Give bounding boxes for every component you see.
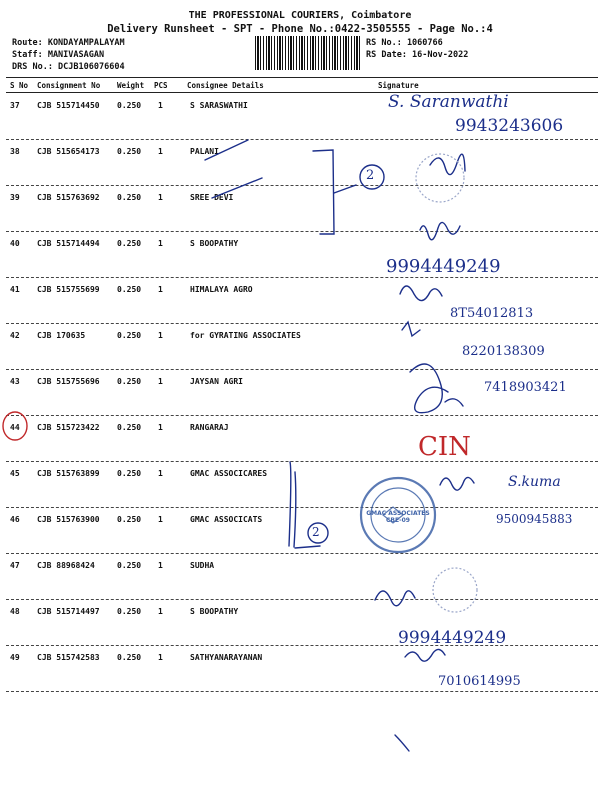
- row-sno: 48: [10, 607, 20, 616]
- row-consignment: CJB 515755699: [37, 285, 100, 294]
- pen-stroke: [395, 735, 409, 751]
- row-sno: 42: [10, 331, 20, 340]
- row-weight: 0.250: [117, 561, 142, 570]
- row-pcs: 1: [158, 607, 163, 616]
- red-circle-mark: [3, 412, 27, 440]
- row-consignee: HIMALAYA AGRO: [190, 285, 253, 294]
- row-consignee: RANGARAJ: [190, 423, 229, 432]
- row-consignee: JAYSAN AGRI: [190, 377, 243, 386]
- row-consignee: PALANI: [190, 147, 219, 156]
- row-weight: 0.250: [117, 285, 142, 294]
- row-weight: 0.250: [117, 331, 142, 340]
- row-weight: 0.250: [117, 377, 142, 386]
- row-sno: 49: [10, 653, 20, 662]
- handwritten-mark: 2: [366, 168, 375, 183]
- signature-scribble: [375, 591, 415, 606]
- bracket-mark: [289, 462, 291, 546]
- col-header-consignment: Consignment No: [37, 81, 101, 90]
- row-sno: 38: [10, 147, 20, 156]
- signature-name: S. Saranwathi: [388, 92, 509, 112]
- row-pcs: 1: [158, 193, 163, 202]
- row-pcs: 1: [158, 515, 163, 524]
- row-consignee: SREE DEVI: [190, 193, 234, 202]
- row-pcs: 1: [158, 423, 163, 432]
- faint-stamp: [416, 154, 464, 202]
- bracket-mark: [294, 472, 296, 547]
- handwritten-phone: 9500945883: [496, 512, 573, 526]
- pen-stroke: [295, 546, 320, 548]
- signature-scribble: [420, 222, 460, 239]
- row-sno: 44: [10, 423, 20, 432]
- row-consignee: SUDHA: [190, 561, 215, 570]
- row-consignee: SATHYANARAYANAN: [190, 653, 263, 662]
- signature-scribble: [402, 322, 420, 336]
- row-weight: 0.250: [117, 193, 142, 202]
- row-sno: 37: [10, 101, 20, 110]
- row-weight: 0.250: [117, 423, 142, 432]
- row-sno: 40: [10, 239, 20, 248]
- handwritten-phone: 9943243606: [455, 116, 564, 136]
- col-header-consignee: Consignee Details: [187, 81, 264, 90]
- signature-scribble: [410, 364, 448, 413]
- row-consignment: CJB 515763692: [37, 193, 100, 202]
- staff-label: Staff: MANIVASAGAN: [12, 50, 105, 60]
- row-consignment: CJB 515723422: [37, 423, 100, 432]
- col-header-weight: Weight: [117, 81, 145, 90]
- row-weight: 0.250: [117, 607, 142, 616]
- col-header-signature: Signature: [378, 81, 419, 90]
- row-pcs: 1: [158, 653, 163, 662]
- row-weight: 0.250: [117, 101, 142, 110]
- row-pcs: 1: [158, 285, 163, 294]
- bracket-mark: [313, 150, 334, 234]
- signature-scribble: [445, 399, 463, 406]
- row-consignment: CJB 515714450: [37, 101, 100, 110]
- row-pcs: 1: [158, 147, 163, 156]
- row-consignee: S BOOPATHY: [190, 239, 239, 248]
- row-weight: 0.250: [117, 653, 142, 662]
- col-header-pcs: PCS: [154, 81, 168, 90]
- row-consignment: CJB 88968424: [37, 561, 95, 570]
- pen-stroke: [334, 185, 356, 193]
- handwritten-phone: 9994449249: [386, 256, 501, 277]
- handwritten-phone: 8220138309: [462, 344, 545, 359]
- row-pcs: 1: [158, 331, 163, 340]
- signature-scribble: [405, 649, 445, 661]
- row-consignment: CJB 515714494: [37, 239, 100, 248]
- row-pcs: 1: [158, 561, 163, 570]
- row-sno: 39: [10, 193, 20, 202]
- row-pcs: 1: [158, 377, 163, 386]
- row-consignment: CJB 515763900: [37, 515, 100, 524]
- pen-stroke: [205, 140, 248, 160]
- row-sno: 41: [10, 285, 20, 294]
- row-consignment: CJB 515742583: [37, 653, 100, 662]
- route-label: Route: KONDAYAMPALAYAM: [12, 38, 125, 48]
- handwritten-reference: 8T54012813: [450, 306, 534, 321]
- row-consignee: S SARASWATHI: [190, 101, 248, 110]
- row-sno: 47: [10, 561, 20, 570]
- row-pcs: 1: [158, 101, 163, 110]
- row-consignment: CJB 515763899: [37, 469, 100, 478]
- red-handwritten-mark: CIN: [418, 432, 471, 462]
- row-sno: 43: [10, 377, 20, 386]
- rs-date: RS Date: 16-Nov-2022: [366, 50, 469, 60]
- drs-number: DRS No.: DCJB106076604: [12, 62, 125, 72]
- signature-scribble: [430, 154, 465, 174]
- stamp-text: GMAC ASSOCIATES CBE-09: [366, 510, 430, 524]
- row-weight: 0.250: [117, 469, 142, 478]
- row-consignment: CJB 515714497: [37, 607, 100, 616]
- row-weight: 0.250: [117, 239, 142, 248]
- row-consignee: GMAC ASSOCICARES: [190, 469, 268, 478]
- signature-name: S.kuma: [508, 474, 561, 490]
- handwritten-phone: 7010614995: [438, 674, 521, 689]
- row-weight: 0.250: [117, 515, 142, 524]
- signature-scribble: [440, 477, 474, 490]
- row-pcs: 1: [158, 239, 163, 248]
- row-sno: 45: [10, 469, 20, 478]
- document-subtitle: Delivery Runsheet - SPT - Phone No.:0422-3505555 - Page No.:4: [107, 23, 493, 35]
- row-weight: 0.250: [117, 147, 142, 156]
- handwritten-mark: 2: [312, 525, 320, 539]
- col-header-sno: S No: [10, 81, 29, 90]
- row-pcs: 1: [158, 469, 163, 478]
- row-consignee: for GYRATING ASSOCIATES: [190, 331, 301, 340]
- row-consignment: CJB 170635: [37, 331, 86, 340]
- signature-scribble: [400, 286, 442, 301]
- row-consignment: CJB 515654173: [37, 147, 100, 156]
- handwritten-phone: 7418903421: [484, 380, 567, 395]
- pen-stroke: [212, 178, 262, 198]
- row-consignee: S BOOPATHY: [190, 607, 239, 616]
- faint-stamp: [433, 568, 477, 612]
- row-consignment: CJB 515755696: [37, 377, 100, 386]
- row-sno: 46: [10, 515, 20, 524]
- row-consignee: GMAC ASSOCICATS: [190, 515, 263, 524]
- handwritten-phone: 9994449249: [398, 628, 507, 648]
- document-title: THE PROFESSIONAL COURIERS, Coimbatore: [188, 10, 412, 21]
- rs-number: RS No.: 1060766: [366, 38, 443, 48]
